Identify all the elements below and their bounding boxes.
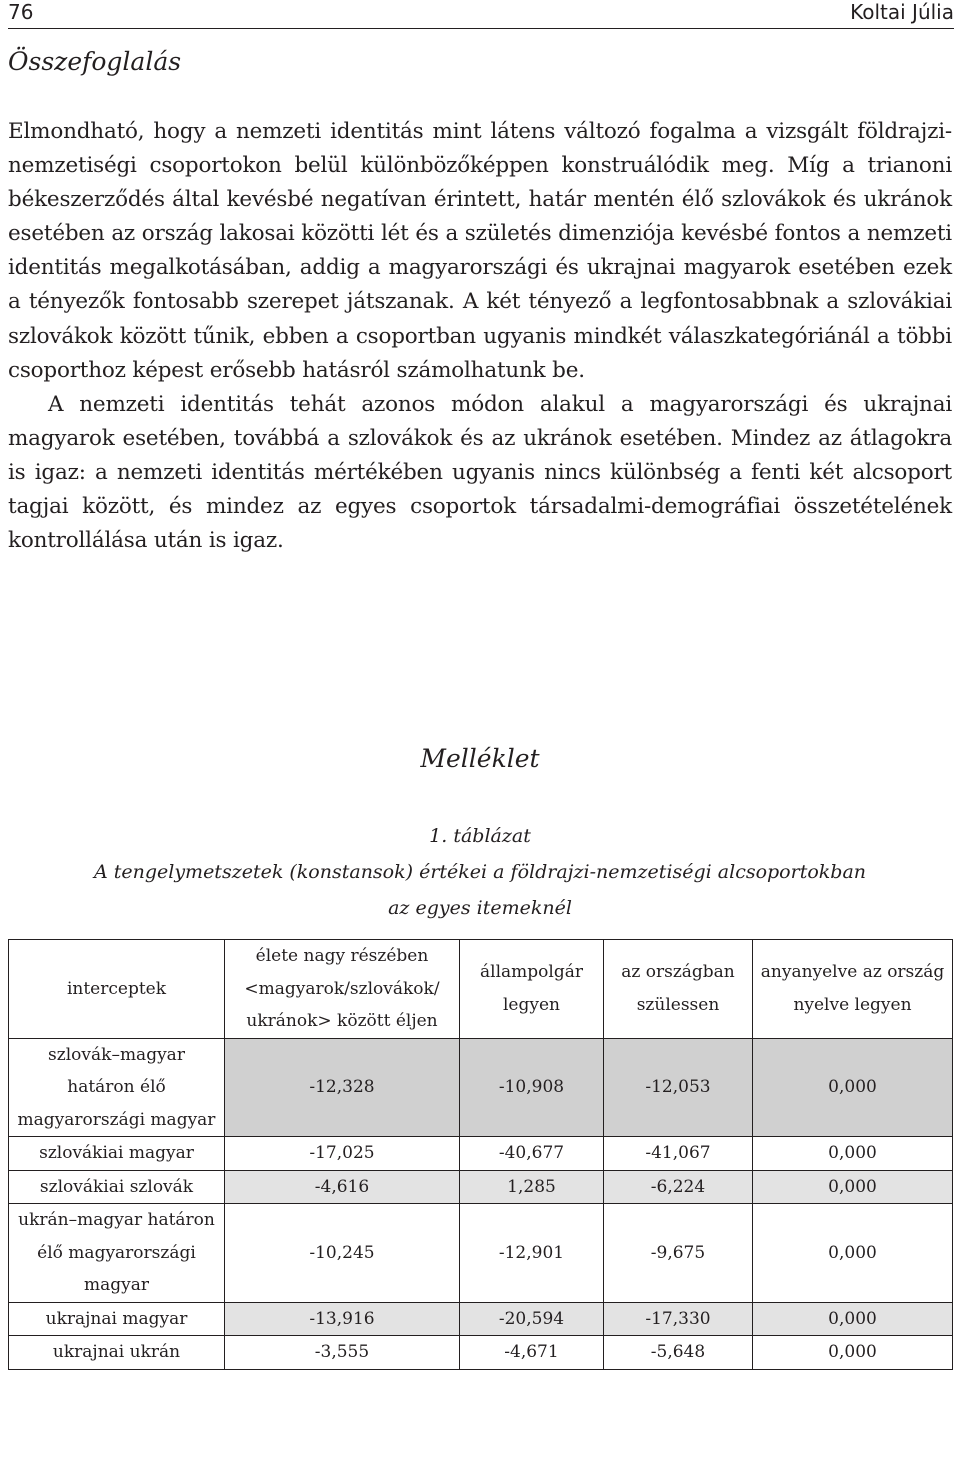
table-row — [9, 1137, 953, 1171]
table-cell: -17,330 — [604, 1302, 753, 1336]
author-name: Koltai Júlia — [850, 0, 954, 24]
paragraph-2: A nemzeti identitás tehát azonos módon alakul a magyarországi és ukrajnai magyarok esetében, továbbá a szlovákok és az ukránok esetében. Mindez az átlagokra is igaz: a nemzeti identitás mértékében ugyanis nincs különbség a fenti két alcsoport tagjai között, és mindez az egyes csoportok társadalmi-demográfiai összetételének kontrollálása után is igaz. — [8, 391, 952, 554]
page-number: 76 — [8, 0, 34, 24]
table-title-line-1: A tengelymetszetek (konstansok) értékei a földrajzi-nemzetiségi alcsoportokban — [93, 861, 867, 883]
header-cell: interceptek — [9, 940, 225, 1039]
table-cell: -17,025 — [225, 1137, 460, 1171]
table-row — [9, 1336, 953, 1370]
table-cell: -5,648 — [604, 1336, 753, 1370]
table-cell: 0,000 — [753, 1336, 953, 1370]
table-row — [9, 1302, 953, 1336]
row-label: ukrán–magyar határon élő magyarországi magyar — [9, 1204, 225, 1303]
table-cell: 0,000 — [753, 1137, 953, 1171]
table-cell: -12,328 — [225, 1038, 460, 1137]
table-cell: -6,224 — [604, 1170, 753, 1204]
body-text — [8, 115, 952, 558]
row-label: szlovákiai szlovák — [9, 1170, 225, 1204]
running-header — [8, 0, 954, 29]
paragraph-1: Elmondható, hogy a nemzeti identitás mint látens változó fogalma a vizsgált földrajzi-nemzetiségi csoportokon belül különbözőképpen konstruálódik meg. Míg a trianoni békeszerződés által kevésbé negatívan érintett, határ mentén élő szlovákok és ukránok esetében az ország lakosai közötti lét és a születés dimenziója kevésbé fontos a nemzeti identitás megalkotásában, addig a magyarországi és ukrajnai magyarok esetében ezek a tényezők fontosabb szerepet játszanak. A két tényező a legfontosabbnak a szlovákiai szlovákok között tűnik, ebben a csoportban ugyanis mindkét válaszkategóriánál a többi csoporthoz képest erősebb hatásról számolhatunk be. — [8, 119, 952, 383]
table-cell: 0,000 — [753, 1038, 953, 1137]
header-cell: élete nagy részében <magyarok/szlovákok/ ukránok> között éljen — [225, 940, 460, 1039]
table-cell: -10,908 — [460, 1038, 604, 1137]
table-cell: 0,000 — [753, 1170, 953, 1204]
table-row — [9, 1204, 953, 1303]
table-cell: -4,671 — [460, 1336, 604, 1370]
table-caption — [0, 818, 960, 926]
appendix-title: Melléklet — [420, 744, 540, 773]
header-cell: az országban szülessen — [604, 940, 753, 1039]
table-cell: 1,285 — [460, 1170, 604, 1204]
table-cell: -13,916 — [225, 1302, 460, 1336]
table-cell: -10,245 — [225, 1204, 460, 1303]
table-cell: -12,053 — [604, 1038, 753, 1137]
row-label: ukrajnai ukrán — [9, 1336, 225, 1370]
table-cell: -40,677 — [460, 1137, 604, 1171]
row-label: szlovákiai magyar — [9, 1137, 225, 1171]
table-cell: -41,067 — [604, 1137, 753, 1171]
table-cell: -4,616 — [225, 1170, 460, 1204]
row-label: ukrajnai magyar — [9, 1302, 225, 1336]
header-cell: állampolgár legyen — [460, 940, 604, 1039]
table-number: 1. táblázat — [429, 825, 531, 847]
table-header-row — [9, 940, 953, 1039]
row-label: szlovák–magyar határon élő magyarországi magyar — [9, 1038, 225, 1137]
table-title-line-2: az egyes itemeknél — [388, 897, 572, 919]
table-row — [9, 1170, 953, 1204]
table-cell: 0,000 — [753, 1204, 953, 1303]
header-cell: anyanyelve az ország nyelve legyen — [753, 940, 953, 1039]
intercepts-table — [8, 939, 953, 1370]
table-cell: -20,594 — [460, 1302, 604, 1336]
section-title: Összefoglalás — [8, 47, 182, 76]
table-row — [9, 1038, 953, 1137]
table-cell: -9,675 — [604, 1204, 753, 1303]
table-cell: -12,901 — [460, 1204, 604, 1303]
table-cell: -3,555 — [225, 1336, 460, 1370]
table-cell: 0,000 — [753, 1302, 953, 1336]
